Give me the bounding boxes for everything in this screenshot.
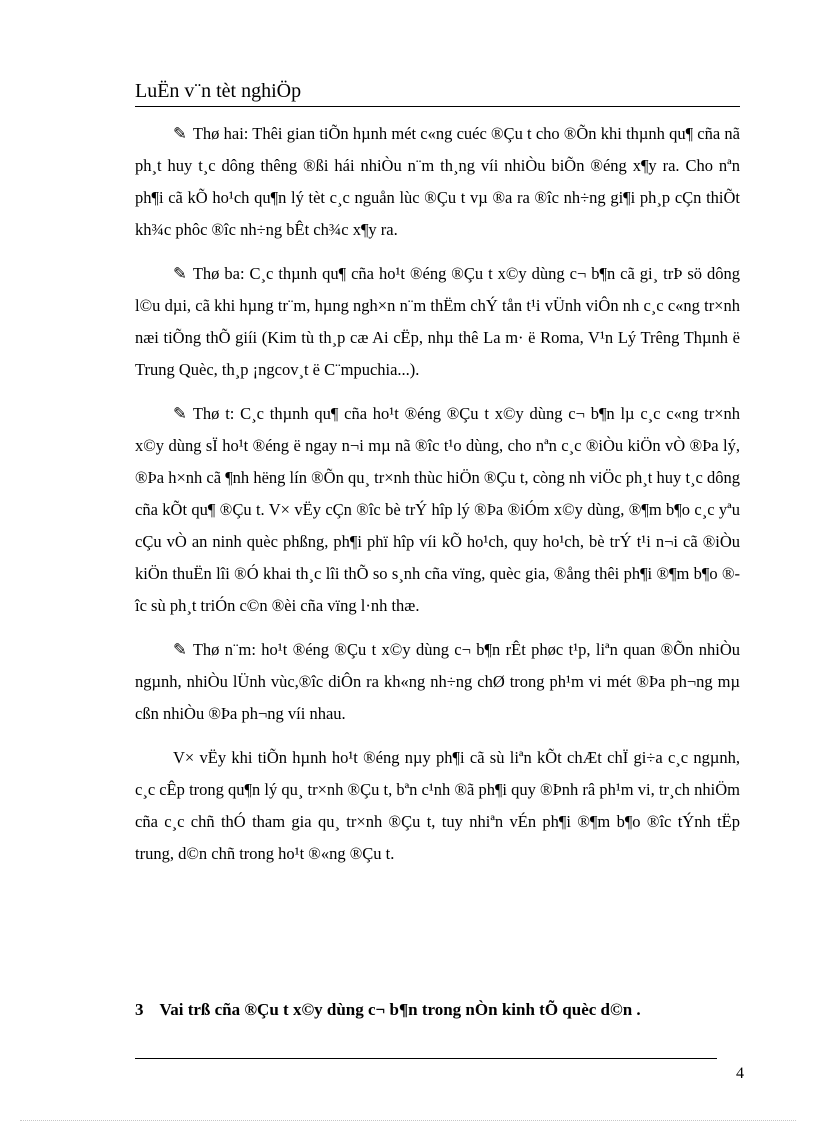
paragraph [135,742,740,870]
section-title: Vai trß cña ®Çu t x©y dùng c¬ b¶n trong nÒn kinh tÕ quèc d©n . [159,1000,641,1019]
paragraph-text: Thø ba: C¸c thµnh qu¶ cña ho¹t ®éng ®Çu t x©y dùng c¬ b¶n cã gi¸ trÞ sö dông l©u dµi, cã khi hµng tr¨m, hµng ngh×n n¨m thËm chÝ tån t¹i vÜnh viÔn nh c¸c c«ng tr×nh næi tiÕng thÕ giíi (Kim tù th¸p cæ Ai cËp, nhµ thê La m· ë Roma, V¹n Lý Trêng Thµnh ë Trung Quèc, th¸p ¡ngcov¸t ë C¨mpuchia...). [135,264,740,379]
paragraph [135,634,740,730]
paragraph-text: V× vËy khi tiÕn hµnh ho¹t ®éng nµy ph¶i cã sù liªn kÕt chÆt chÏ gi÷a c¸c ngµnh, c¸c cÊp trong qu¶n lý qu¸ tr×nh ®Çu t, bªn c¹nh ®ã ph¶i quy ®Þnh râ ph¹m vi, tr¸ch nhiÖm cña c¸c chñ thÓ tham gia qu¸ tr×nh ®Çu t, tuy nhiªn vÉn ph¶i ®¶m b¶o ®îc tÝnh tËp trung, d©n chñ trong ho¹t ®«ng ®Çu t. [135,748,740,863]
paragraph-text: Thø n¨m: ho¹t ®éng ®Çu t x©y dùng c¬ b¶n rÊt phøc t¹p, liªn quan ®Õn nhiÒu ngµnh, nhiÒu lÜnh vùc,®îc diÔn ra kh«ng nh÷ng chØ trong ph¹m vi mét ®Þa ph¬ng mµ cßn nhiÒu ®Þa ph¬ng víi nhau. [135,640,740,723]
pencil-icon: ✎ [173,640,187,659]
footer-rule [135,1058,717,1059]
pencil-icon: ✎ [173,404,187,423]
page-bottom-divider [20,1120,796,1121]
paragraph [135,398,740,622]
section-heading [135,996,740,1024]
pencil-icon: ✎ [173,124,187,143]
running-header: LuËn v¨n tèt nghiÖp [135,78,740,107]
paragraph [135,258,740,386]
section-number: 3 [135,1000,144,1019]
page-number: 4 [736,1065,744,1082]
body-text [135,118,740,882]
paragraph [135,118,740,246]
pencil-icon: ✎ [173,264,187,283]
paragraph-text: Thø hai: Thêi gian tiÕn hµnh mét c«ng cuéc ®Çu t cho ®Õn khi thµnh qu¶ cña nã ph¸t huy t¸c dông thêng ®ßi hái nhiÒu n¨m th¸ng víi nhiÒu biÕn ®éng x¶y ra. Cho nªn ph¶i cã kÕ ho¹ch qu¶n lý tèt c¸c nguån lùc ®Çu t vµ ®a ra ®îc nh÷ng gi¶i ph¸p cÇn thiÕt kh¾c phôc ®îc nh÷ng bÊt ch¾c x¶y ra. [135,124,740,239]
paragraph-text: Thø t: C¸c thµnh qu¶ cña ho¹t ®éng ®Çu t x©y dùng c¬ b¶n lµ c¸c c«ng tr×nh x©y dùng sÏ ho¹t ®éng ë ngay n¬i mµ nã ®îc t¹o dùng, cho nªn c¸c ®iÒu kiÖn vÒ ®Þa lý, ®Þa h×nh cã ¶nh hëng lín ®Õn qu¸ tr×nh thùc hiÖn ®Çu t, còng nh viÖc ph¸t huy t¸c dông cña kÕt qu¶ ®Çu t. V× vËy cÇn ®îc bè trÝ hîp lý ®Þa ®iÓm x©y dùng, ®¶m b¶o c¸c yªu cÇu vÒ an ninh quèc phßng, ph¶i phï hîp víi kÕ ho¹ch, quy ho¹ch, bè trÝ t¹i n¬i cã ®iÒu kiÖn thuËn lîi ®Ó khai th¸c lîi thÕ so s¸nh cña vïng, quèc gia, ®ång thêi ph¶i ®¶m b¶o ®îc sù ph¸t triÓn c©n ®èi cña vïng l·nh thæ. [135,404,740,615]
